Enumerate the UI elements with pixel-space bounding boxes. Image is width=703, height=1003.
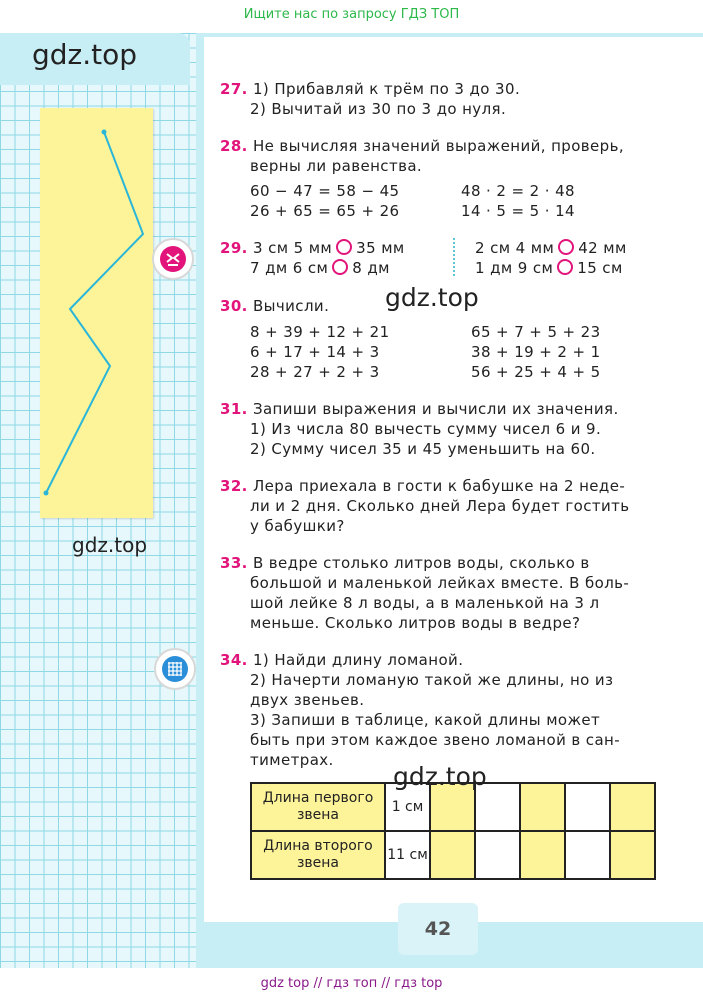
empty-cell[interactable] [610, 783, 655, 831]
task-29-row1-right: 2 см 4 мм 42 мм [475, 239, 627, 257]
watermark-left: gdz.top [72, 533, 148, 557]
task-30-title: 30. Вычисли. [220, 297, 330, 315]
task-number: 28. [220, 137, 248, 155]
grid-icon [154, 648, 196, 690]
equation: 60 − 47 = 58 − 45 [250, 182, 400, 200]
task-33-line3: шой лейке 8 л воды, а в маленькой на 3 л [250, 594, 600, 612]
expression: 6 + 17 + 14 + 3 [250, 343, 380, 361]
task-33-line4: меньше. Сколько литров воды в ведре? [250, 614, 581, 632]
task-34-line4: 3) Запиши в таблице, какой длины может [250, 711, 601, 729]
equation: 48 · 2 = 2 · 48 [461, 182, 575, 200]
task-31-line3: 2) Сумму чисел 35 и 45 уменьшить на 60. [250, 440, 596, 458]
expression: 8 + 39 + 12 + 21 [250, 323, 390, 341]
task-27-line2: 2) Вычитай из 30 по 3 до нуля. [250, 100, 507, 118]
empty-cell[interactable] [520, 783, 565, 831]
task-29-row2-right: 1 дм 9 см 15 см [475, 259, 623, 277]
task-number: 32. [220, 477, 248, 495]
task-34-line5: быть при этом каждое звено ломаной в сан- [250, 731, 621, 749]
row-value: 1 см [385, 783, 430, 831]
watermark-table: gdz.top [393, 762, 487, 791]
task-27-line1: 27. 1) Прибавляй к трём по 3 до 30. [220, 80, 521, 98]
task-32-line2: ли и 2 дня. Сколько дней Лера будет гостить [250, 497, 630, 515]
row-label: Длина первого звена [251, 783, 385, 831]
compare-circle[interactable] [332, 259, 348, 275]
empty-cell[interactable] [610, 831, 655, 879]
segment-lengths-table [250, 782, 656, 880]
task-29-row2-left: 7 дм 6 см 8 дм [250, 259, 390, 277]
table-row [251, 831, 655, 879]
compare-icon [152, 238, 194, 280]
task-32-line1: 32. Лера приехала в гости к бабушке на 2 неде- [220, 477, 626, 495]
expression: 56 + 25 + 4 + 5 [471, 363, 601, 381]
task-number: 31. [220, 400, 248, 418]
empty-cell[interactable] [430, 831, 475, 879]
task-number: 27. [220, 80, 248, 98]
equation: 14 · 5 = 5 · 14 [461, 202, 575, 220]
compare-circle[interactable] [557, 259, 573, 275]
expression: 65 + 7 + 5 + 23 [471, 323, 601, 341]
task-number: 33. [220, 554, 248, 572]
expression: 28 + 27 + 2 + 3 [250, 363, 380, 381]
footer-links[interactable]: gdz top // гдз топ // гдз top [260, 976, 443, 991]
expression: 38 + 19 + 2 + 1 [471, 343, 601, 361]
task-28-line2: верны ли равенства. [250, 157, 423, 175]
task-28-line1: 28. Не вычисляя значений выражений, проверь, [220, 137, 624, 155]
watermark-top: gdz.top [32, 38, 138, 71]
empty-cell[interactable] [520, 831, 565, 879]
polyline-card [40, 108, 153, 518]
empty-cell[interactable] [565, 831, 610, 879]
row-label: Длина второго звена [251, 831, 385, 879]
task-31-line1: 31. Запиши выражения и вычисли их значения. [220, 400, 619, 418]
task-number: 34. [220, 651, 248, 669]
page-number: 42 [398, 903, 478, 955]
task-33-line1: 33. В ведре столько литров воды, сколько в [220, 554, 590, 572]
empty-cell[interactable] [565, 783, 610, 831]
task-33-line2: большой и маленькой лейках вместе. В боль- [250, 574, 630, 592]
task-34-line6: тиметрах. [250, 751, 334, 769]
task-number: 29. [220, 239, 248, 257]
task-31-line2: 1) Из числа 80 вычесть сумму чисел 6 и 9. [250, 420, 602, 438]
task-32-line3: у бабушки? [250, 517, 345, 535]
compare-circle[interactable] [336, 239, 352, 255]
watermark-middle: gdz.top [385, 283, 479, 312]
task-34-line2: 2) Начерти ломаную такой же длины, но из [250, 671, 614, 689]
task-number: 30. [220, 297, 248, 315]
empty-cell[interactable] [475, 831, 520, 879]
task-34-line1: 34. 1) Найди длину ломаной. [220, 651, 464, 669]
compare-circle[interactable] [558, 239, 574, 255]
column-separator [453, 238, 455, 276]
polyline-drawing [40, 108, 153, 518]
row-value: 11 см [385, 831, 430, 879]
top-banner[interactable]: Ищите нас по запросу ГДЗ ТОП [243, 7, 460, 22]
equation: 26 + 65 = 65 + 26 [250, 202, 400, 220]
task-34-line3: двух звеньев. [250, 691, 365, 709]
task-29-row1-left: 29. 3 см 5 мм 35 мм [220, 239, 405, 257]
